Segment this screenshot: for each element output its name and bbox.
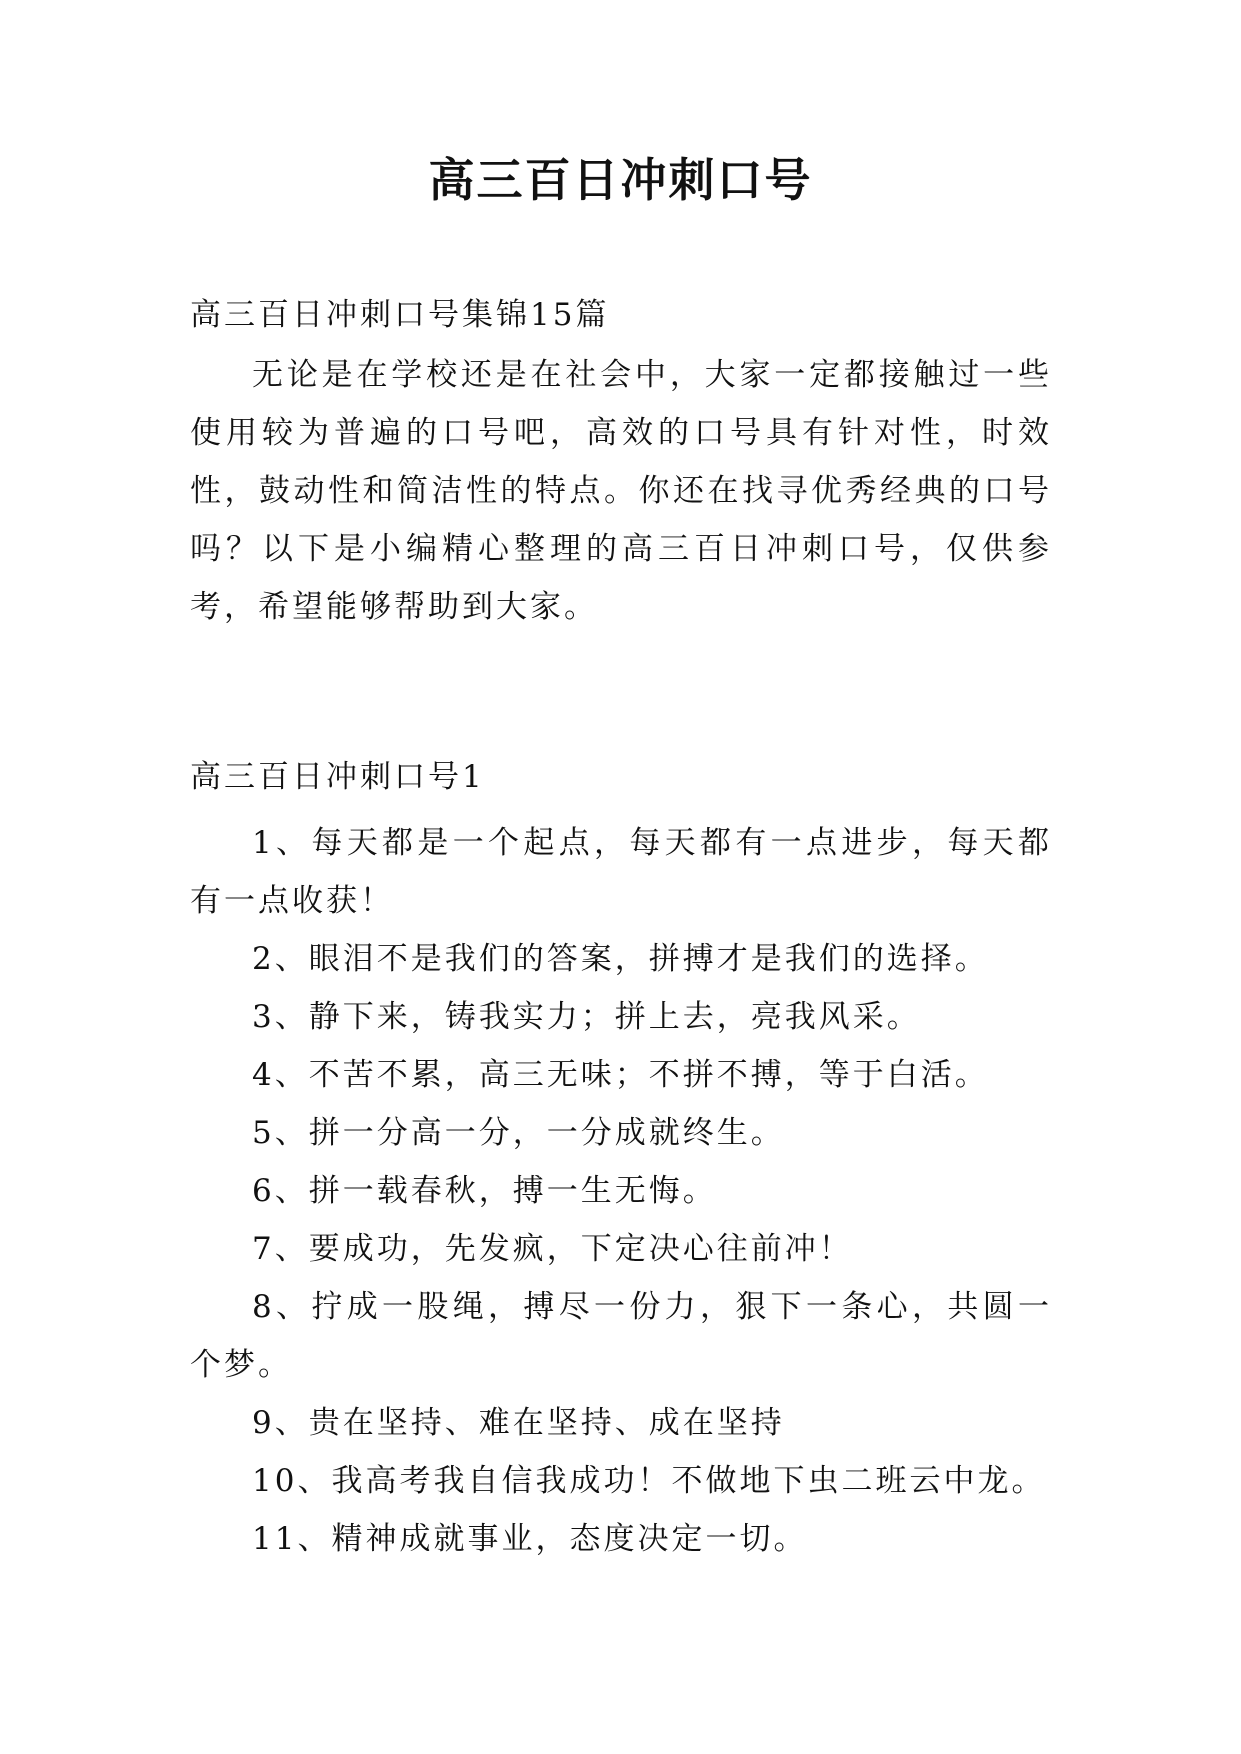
document-subtitle: 高三百日冲刺口号集锦15篇 xyxy=(190,297,610,333)
slogan-item: 4、不苦不累，高三无味；不拼不搏，等于白活。 xyxy=(252,1057,989,1093)
section-heading: 高三百日冲刺口号1 xyxy=(190,759,485,795)
slogan-item: 9、贵在坚持、难在坚持、成在坚持 xyxy=(252,1405,785,1441)
slogan-item: 2、眼泪不是我们的答案，拼搏才是我们的选择。 xyxy=(252,941,989,977)
slogan-item: 5、拼一分高一分，一分成就终生。 xyxy=(252,1115,785,1151)
document-title: 高三百日冲刺口号 xyxy=(428,153,813,207)
slogan-item: 11、精神成就事业，态度决定一切。 xyxy=(252,1521,808,1557)
slogan-item: 8、拧成一股绳，搏尽一份力，狠下一条心，共圆一个梦。 xyxy=(190,1289,1052,1383)
slogan-item: 10、我高考我自信我成功！不做地下虫二班云中龙。 xyxy=(252,1463,1046,1499)
slogan-item: 1、每天都是一个起点，每天都有一点进步，每天都有一点收获！ xyxy=(190,825,1052,919)
slogan-item: 3、静下来，铸我实力；拼上去，亮我风采。 xyxy=(252,999,921,1035)
intro-paragraph: 无论是在学校还是在社会中，大家一定都接触过一些使用较为普遍的口号吧，高效的口号具有针对性，时效性，鼓动性和简洁性的特点。你还在找寻优秀经典的口号吗？以下是小编精心整理的高三百日冲刺口号，仅供参考，希望能够帮助到大家。 xyxy=(190,357,1052,625)
slogan-list xyxy=(190,814,1052,1568)
slogan-item: 6、拼一载春秋，搏一生无悔。 xyxy=(252,1173,717,1209)
slogan-item: 7、要成功，先发疯，下定决心往前冲！ xyxy=(252,1231,853,1267)
